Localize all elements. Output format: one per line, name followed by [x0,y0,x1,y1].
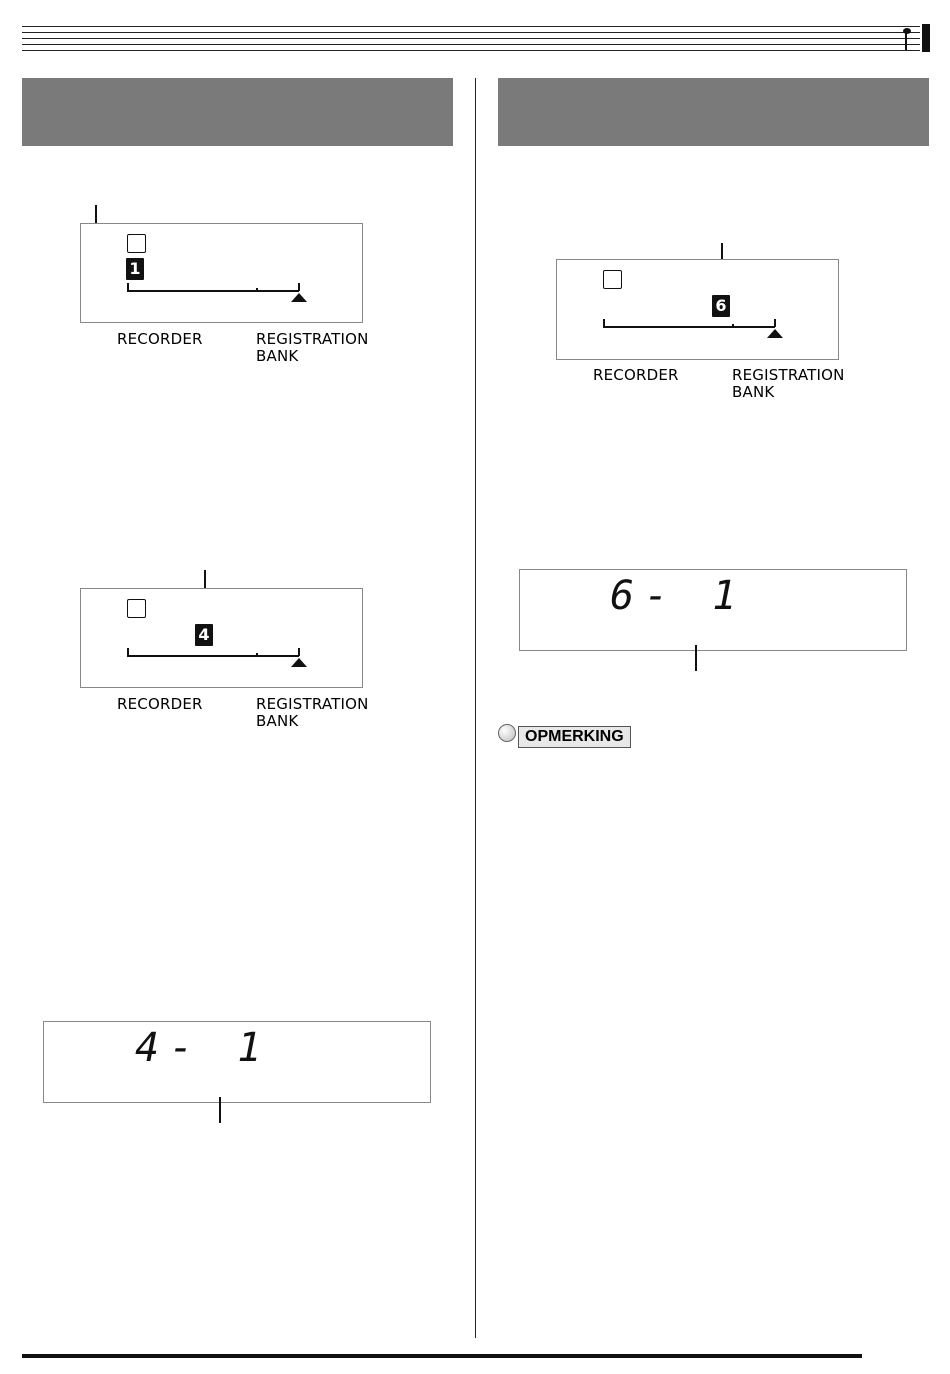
magnifier-icon [498,724,516,742]
bank-number-badge: 4 [195,624,213,646]
recorder-label: RECORDER [117,695,203,713]
note-label: OPMERKING [518,726,631,748]
bank-label: BANK [732,383,775,401]
staff-end-bar [922,24,930,52]
bank-pointer-icon [291,658,307,667]
section-header-right [498,78,929,146]
bank-label: BANK [256,347,299,365]
bank-pointer-icon [767,329,783,338]
bank-label: BANK [256,712,299,730]
registration-label: REGISTRATION [732,366,845,384]
registration-label: REGISTRATION [256,330,369,348]
bottom-rule [22,1354,862,1358]
indicator-square [127,234,146,253]
bank-pointer-icon [291,293,307,302]
music-note-icon [903,26,913,50]
bank-number-badge: 1 [126,258,144,280]
bank-number-badge: 6 [712,295,730,317]
segment-readout: 4- 1 [135,1025,272,1071]
section-header-left [22,78,453,146]
indicator-square [127,599,146,618]
segment-readout: 6- 1 [610,573,747,619]
registration-label: REGISTRATION [256,695,369,713]
column-divider [475,78,476,1338]
indicator-square [603,270,622,289]
recorder-label: RECORDER [593,366,679,384]
recorder-label: RECORDER [117,330,203,348]
